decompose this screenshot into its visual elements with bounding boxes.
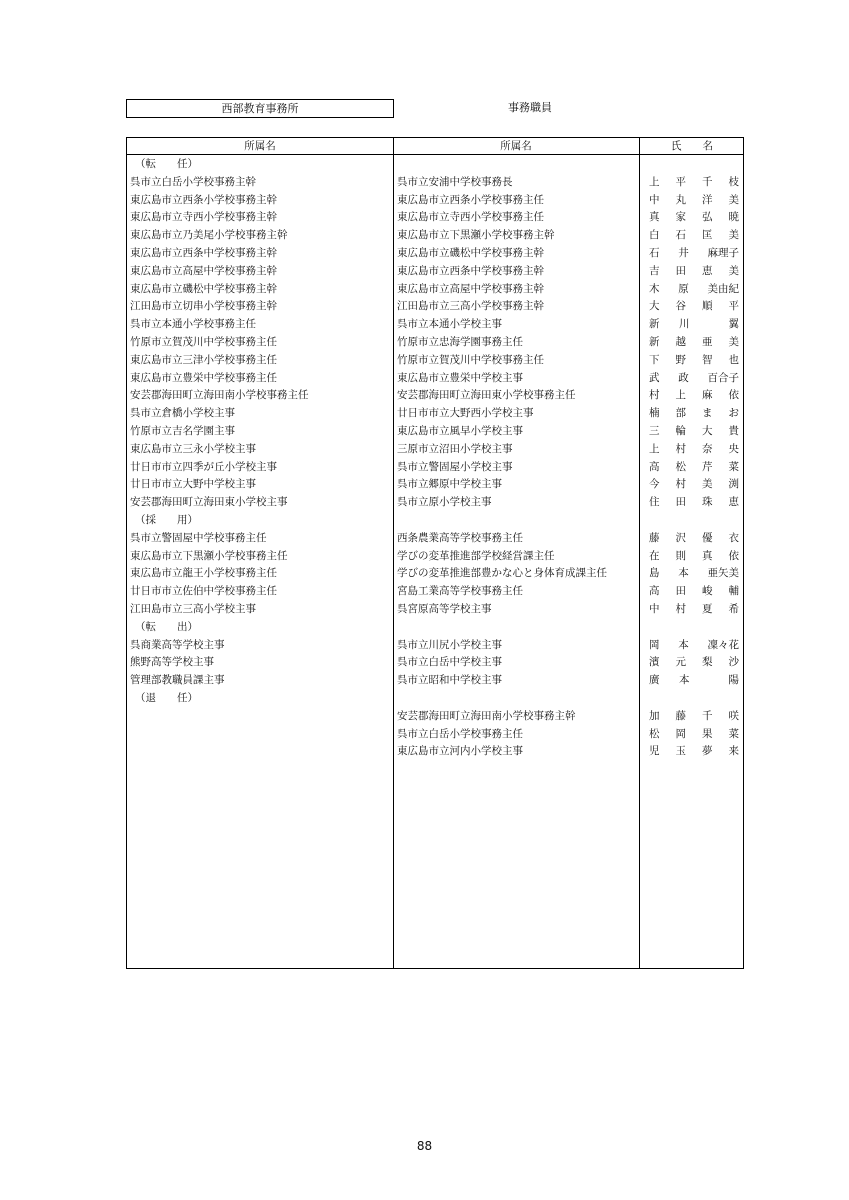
name-character: 美由紀 (707, 282, 739, 295)
person-name (649, 529, 739, 547)
old-affiliation: 呉市立倉橋小学校主事 (130, 407, 235, 420)
name-character: 恵 (702, 264, 713, 277)
name-character: 田 (675, 585, 686, 598)
new-affiliation: 呉市立川尻小学校主事 (397, 638, 502, 651)
name-character: 藤 (675, 709, 686, 722)
person-name (649, 636, 739, 654)
table-row (127, 226, 743, 244)
new-affiliation: 呉市立郷原中学校主事 (397, 478, 502, 491)
name-character: 藤 (649, 531, 660, 544)
name-character: 百合子 (707, 371, 739, 384)
person-name (649, 547, 739, 565)
name-character: 依 (728, 549, 739, 562)
old-affiliation: 東広島市立豊栄中学校事務主任 (130, 371, 277, 384)
name-character: 本 (678, 638, 689, 651)
name-character: 原 (678, 282, 689, 295)
person-name (649, 582, 739, 600)
person-name (649, 475, 739, 493)
table-row (127, 440, 743, 458)
new-affiliation: 呉市立警固屋小学校主事 (397, 460, 513, 473)
name-character: 川 (679, 318, 690, 331)
table-row (127, 671, 743, 689)
name-character: 渕 (728, 478, 739, 491)
old-affiliation: 廿日市市立佐伯中学校事務主任 (130, 585, 277, 598)
name-character: 匡 (702, 229, 713, 242)
table-row (127, 725, 743, 743)
name-character: 武 (649, 371, 660, 384)
table-row (127, 600, 743, 618)
name-character: 真 (649, 211, 660, 224)
table-row (127, 529, 743, 547)
table-row (127, 707, 743, 725)
new-affiliation: 東広島市立風早小学校主事 (397, 425, 523, 437)
name-character: 石 (675, 229, 686, 242)
name-character: 玉 (675, 745, 686, 758)
old-affiliation: 呉商業高等学校主事 (130, 638, 225, 651)
name-character: 越 (675, 336, 686, 348)
new-affiliation: 呉市立白岳中学校主事 (397, 656, 502, 669)
name-character: 洋 (702, 193, 713, 206)
name-character: 順 (702, 300, 713, 313)
name-character: 輔 (728, 585, 739, 598)
old-affiliation: 廿日市市立大野中学校主事 (130, 478, 256, 491)
name-character: 村 (675, 442, 686, 455)
name-character: 麻 (702, 389, 713, 402)
name-character: 岡 (649, 638, 660, 651)
name-character: 谷 (675, 300, 686, 313)
new-affiliation: 宮島工業高等学校事務主任 (397, 585, 523, 598)
name-character: お (728, 407, 739, 420)
old-affiliation: 呉市立白岳小学校事務主幹 (130, 175, 256, 188)
person-name (649, 351, 739, 369)
name-character: 貴 (728, 425, 739, 437)
name-character: 衣 (728, 531, 739, 544)
name-character: ま (702, 407, 713, 420)
old-affiliation: 呉市立警固屋中学校事務主任 (130, 531, 267, 544)
old-affiliation: 管理部教職員課主事 (130, 674, 225, 687)
table-row (127, 582, 743, 600)
old-affiliation: 東広島市立三永小学校主事 (130, 442, 256, 455)
person-name (649, 742, 739, 760)
name-character: 今 (649, 478, 660, 491)
name-character: 白 (649, 229, 660, 242)
table-row (127, 742, 743, 760)
name-character: 三 (649, 425, 660, 437)
new-affiliation: 三原市立沼田小学校主事 (397, 442, 513, 455)
person-name (649, 333, 739, 351)
name-character: 咲 (728, 709, 739, 722)
new-affiliation: 呉市立安浦中学校事務長 (397, 175, 513, 188)
name-character: 美 (728, 229, 739, 242)
old-affiliation: 安芸郡海田町立海田東小学校主事 (130, 496, 288, 509)
new-affiliation: 学びの変革推進部豊かな心と身体育成課主任 (397, 567, 607, 580)
table-row (127, 262, 743, 280)
name-character: 沙 (728, 656, 739, 669)
old-affiliation: 東広島市立磯松中学校事務主幹 (130, 282, 277, 295)
name-character: 元 (675, 656, 686, 669)
old-affiliation: 東広島市立乃美尾小学校事務主幹 (130, 229, 288, 242)
name-character: 峻 (702, 585, 713, 598)
name-character: 千 (702, 175, 713, 188)
section-heading: （転 出） (135, 620, 198, 633)
name-character: 楠 (649, 407, 660, 420)
table-row (127, 653, 743, 671)
name-character: 高 (649, 460, 660, 473)
person-name (649, 671, 739, 689)
name-character: 中 (649, 193, 660, 206)
new-affiliation: 安芸郡海田町立海田東小学校事務主任 (397, 389, 576, 402)
name-character: 濱 (649, 656, 660, 669)
old-affiliation: 江田島市立切串小学校事務主幹 (130, 300, 277, 313)
name-character: 央 (728, 442, 739, 455)
section-heading-row (127, 618, 743, 636)
table-row (127, 244, 743, 262)
section-heading: （転 任） (135, 158, 198, 170)
header-old-affiliation: 所属名 (244, 140, 276, 152)
page-number: 88 (416, 1139, 433, 1153)
name-character: 菜 (728, 727, 739, 740)
table-row (127, 636, 743, 654)
header-name: 氏 名 (671, 140, 713, 152)
name-character: 村 (675, 478, 686, 491)
table-row (127, 369, 743, 387)
name-character: 夏 (702, 603, 713, 615)
person-name (649, 226, 739, 244)
name-character: 新 (649, 318, 660, 331)
new-affiliation: 安芸郡海田町立海田南小学校事務主幹 (397, 709, 576, 722)
name-character: 優 (702, 531, 713, 544)
staff-category: 事務職員 (508, 101, 552, 114)
person-name (649, 440, 739, 458)
name-character: 本 (678, 567, 689, 580)
name-character: 岡 (675, 727, 686, 740)
table-row (127, 475, 743, 493)
person-name (649, 262, 739, 280)
name-character: 陽 (728, 674, 739, 687)
name-character: 大 (702, 425, 713, 437)
name-character: 夢 (702, 745, 713, 758)
name-character: 来 (728, 745, 739, 758)
new-affiliation: 東広島市立磯松中学校事務主幹 (397, 247, 544, 259)
section-heading: （採 用） (135, 514, 198, 526)
person-name (649, 369, 739, 387)
old-affiliation: 東広島市立下黒瀬小学校事務主任 (130, 549, 288, 562)
old-affiliation: 東広島市立寺西小学校事務主幹 (130, 211, 277, 224)
name-character: 亜矢美 (707, 567, 739, 580)
table-row (127, 315, 743, 333)
old-affiliation: 東広島市立龍王小学校事務主任 (130, 567, 277, 580)
personnel-table (126, 137, 744, 969)
section-heading-row (127, 511, 743, 529)
name-character: 芹 (702, 460, 713, 473)
person-name (649, 386, 739, 404)
table-row (127, 208, 743, 226)
name-character: 大 (649, 300, 660, 313)
person-name (649, 297, 739, 315)
name-character: 千 (702, 709, 713, 722)
person-name (649, 493, 739, 511)
name-character: 児 (649, 745, 660, 758)
table-row (127, 297, 743, 315)
table-row (127, 404, 743, 422)
name-character: 希 (728, 603, 739, 615)
name-character: 本 (679, 674, 690, 687)
name-character: 真 (702, 549, 713, 562)
name-character: 部 (675, 407, 686, 420)
name-character: 菜 (728, 460, 739, 473)
name-character: 果 (702, 727, 713, 740)
new-affiliation: 竹原市立忠海学園事務主任 (397, 336, 523, 348)
person-name (649, 458, 739, 476)
name-character: 中 (649, 603, 660, 615)
name-character: 野 (675, 353, 686, 366)
name-character: 也 (728, 353, 739, 366)
name-character: 井 (678, 247, 689, 259)
new-affiliation: 東広島市立豊栄中学校主事 (397, 371, 523, 384)
name-character: 松 (649, 727, 660, 740)
old-affiliation: 竹原市立吉名学園主事 (130, 425, 235, 437)
old-affiliation: 東広島市立三津小学校事務主任 (130, 353, 277, 366)
new-affiliation: 東広島市立下黒瀬小学校事務主幹 (397, 229, 555, 242)
person-name (649, 600, 739, 618)
name-character: 恵 (728, 496, 739, 509)
section-heading: （退 任） (135, 692, 198, 704)
name-character: 平 (675, 175, 686, 188)
name-character: 住 (649, 496, 660, 509)
name-character: 美 (728, 264, 739, 277)
name-character: 村 (649, 389, 660, 402)
table-row (127, 493, 743, 511)
name-character: 上 (649, 442, 660, 455)
name-character: 沢 (675, 531, 686, 544)
name-character: 枝 (728, 175, 739, 188)
new-affiliation: 東広島市立高屋中学校事務主幹 (397, 282, 544, 295)
name-character: 依 (728, 389, 739, 402)
new-affiliation: 呉市立昭和中学校主事 (397, 674, 502, 687)
new-affiliation: 呉市立本通小学校主事 (397, 318, 502, 331)
name-character: 美 (728, 336, 739, 348)
new-affiliation: 呉市立白岳小学校事務主任 (397, 727, 523, 740)
table-row (127, 333, 743, 351)
name-character: 奈 (702, 442, 713, 455)
person-name (649, 707, 739, 725)
name-character: 輪 (675, 425, 686, 437)
name-character: 翼 (728, 318, 739, 331)
new-affiliation: 東広島市立寺西小学校事務主任 (397, 211, 544, 224)
person-name (649, 725, 739, 743)
person-name (649, 208, 739, 226)
new-affiliation: 呉市立原小学校主事 (397, 496, 492, 509)
name-character: 珠 (702, 496, 713, 509)
header-new-affiliation: 所属名 (500, 140, 532, 152)
old-affiliation: 安芸郡海田町立海田南小学校事務主任 (130, 389, 309, 402)
new-affiliation: 竹原市立賀茂川中学校事務主任 (397, 353, 544, 366)
office-name-box (126, 99, 394, 118)
person-name (649, 244, 739, 262)
office-name: 西部教育事務所 (221, 102, 299, 115)
name-character: 新 (649, 336, 660, 348)
name-character: 亜 (702, 336, 713, 348)
table-row (127, 458, 743, 476)
new-affiliation: 江田島市立三高小学校事務主幹 (397, 300, 544, 313)
name-character: 丸 (675, 193, 686, 206)
name-character: 凜々花 (707, 638, 739, 651)
person-name (649, 315, 739, 333)
person-name (649, 191, 739, 209)
name-character: 則 (675, 549, 686, 562)
old-affiliation: 廿日市市立四季が丘小学校主事 (130, 460, 277, 473)
name-character: 村 (675, 603, 686, 615)
old-affiliation: 江田島市立三高小学校主事 (130, 603, 256, 615)
new-affiliation: 東広島市立西条中学校事務主幹 (397, 264, 544, 277)
section-heading-row (127, 155, 743, 173)
name-character: 梨 (702, 656, 713, 669)
name-character: 廣 (649, 674, 660, 687)
name-character: 上 (675, 389, 686, 402)
old-affiliation: 竹原市立賀茂川中学校事務主任 (130, 336, 277, 348)
old-affiliation: 東広島市立高屋中学校事務主幹 (130, 264, 277, 277)
name-character: 美 (702, 478, 713, 491)
name-character: 麻理子 (707, 247, 739, 259)
name-character: 美 (728, 193, 739, 206)
person-name (649, 564, 739, 582)
name-character: 弘 (702, 211, 713, 224)
person-name (649, 404, 739, 422)
new-affiliation: 東広島市立西条小学校事務主任 (397, 193, 544, 206)
person-name (649, 280, 739, 298)
name-character: 政 (678, 371, 689, 384)
old-affiliation: 呉市立本通小学校事務主任 (130, 318, 256, 331)
new-affiliation: 東広島市立河内小学校主事 (397, 745, 523, 758)
old-affiliation: 東広島市立西条中学校事務主幹 (130, 247, 277, 259)
person-name (649, 422, 739, 440)
table-row (127, 386, 743, 404)
new-affiliation: 西条農業高等学校事務主任 (397, 531, 523, 544)
name-character: 島 (649, 567, 660, 580)
name-character: 上 (649, 175, 660, 188)
name-character: 在 (649, 549, 660, 562)
old-affiliation: 東広島市立西条小学校事務主幹 (130, 193, 277, 206)
name-character: 木 (649, 282, 660, 295)
name-character: 家 (675, 211, 686, 224)
old-affiliation: 熊野高等学校主事 (130, 656, 214, 669)
new-affiliation: 学びの変革推進部学校経営課主任 (397, 549, 555, 562)
table-row (127, 191, 743, 209)
person-name (649, 173, 739, 191)
table-row (127, 280, 743, 298)
name-character: 智 (702, 353, 713, 366)
table-row (127, 564, 743, 582)
person-name (649, 653, 739, 671)
name-character: 加 (649, 709, 660, 722)
name-character: 下 (649, 353, 660, 366)
name-character: 田 (675, 496, 686, 509)
table-row (127, 351, 743, 369)
name-character: 高 (649, 585, 660, 598)
name-character: 平 (728, 300, 739, 313)
section-heading-row (127, 689, 743, 707)
table-row (127, 173, 743, 191)
name-character: 吉 (649, 264, 660, 277)
name-character: 石 (649, 247, 660, 259)
new-affiliation: 呉宮原高等学校主事 (397, 603, 492, 615)
name-character: 松 (675, 460, 686, 473)
new-affiliation: 廿日市市立大野西小学校主事 (397, 407, 534, 420)
name-character: 田 (675, 264, 686, 277)
table-row (127, 547, 743, 565)
table-row (127, 422, 743, 440)
name-character: 暁 (728, 211, 739, 224)
